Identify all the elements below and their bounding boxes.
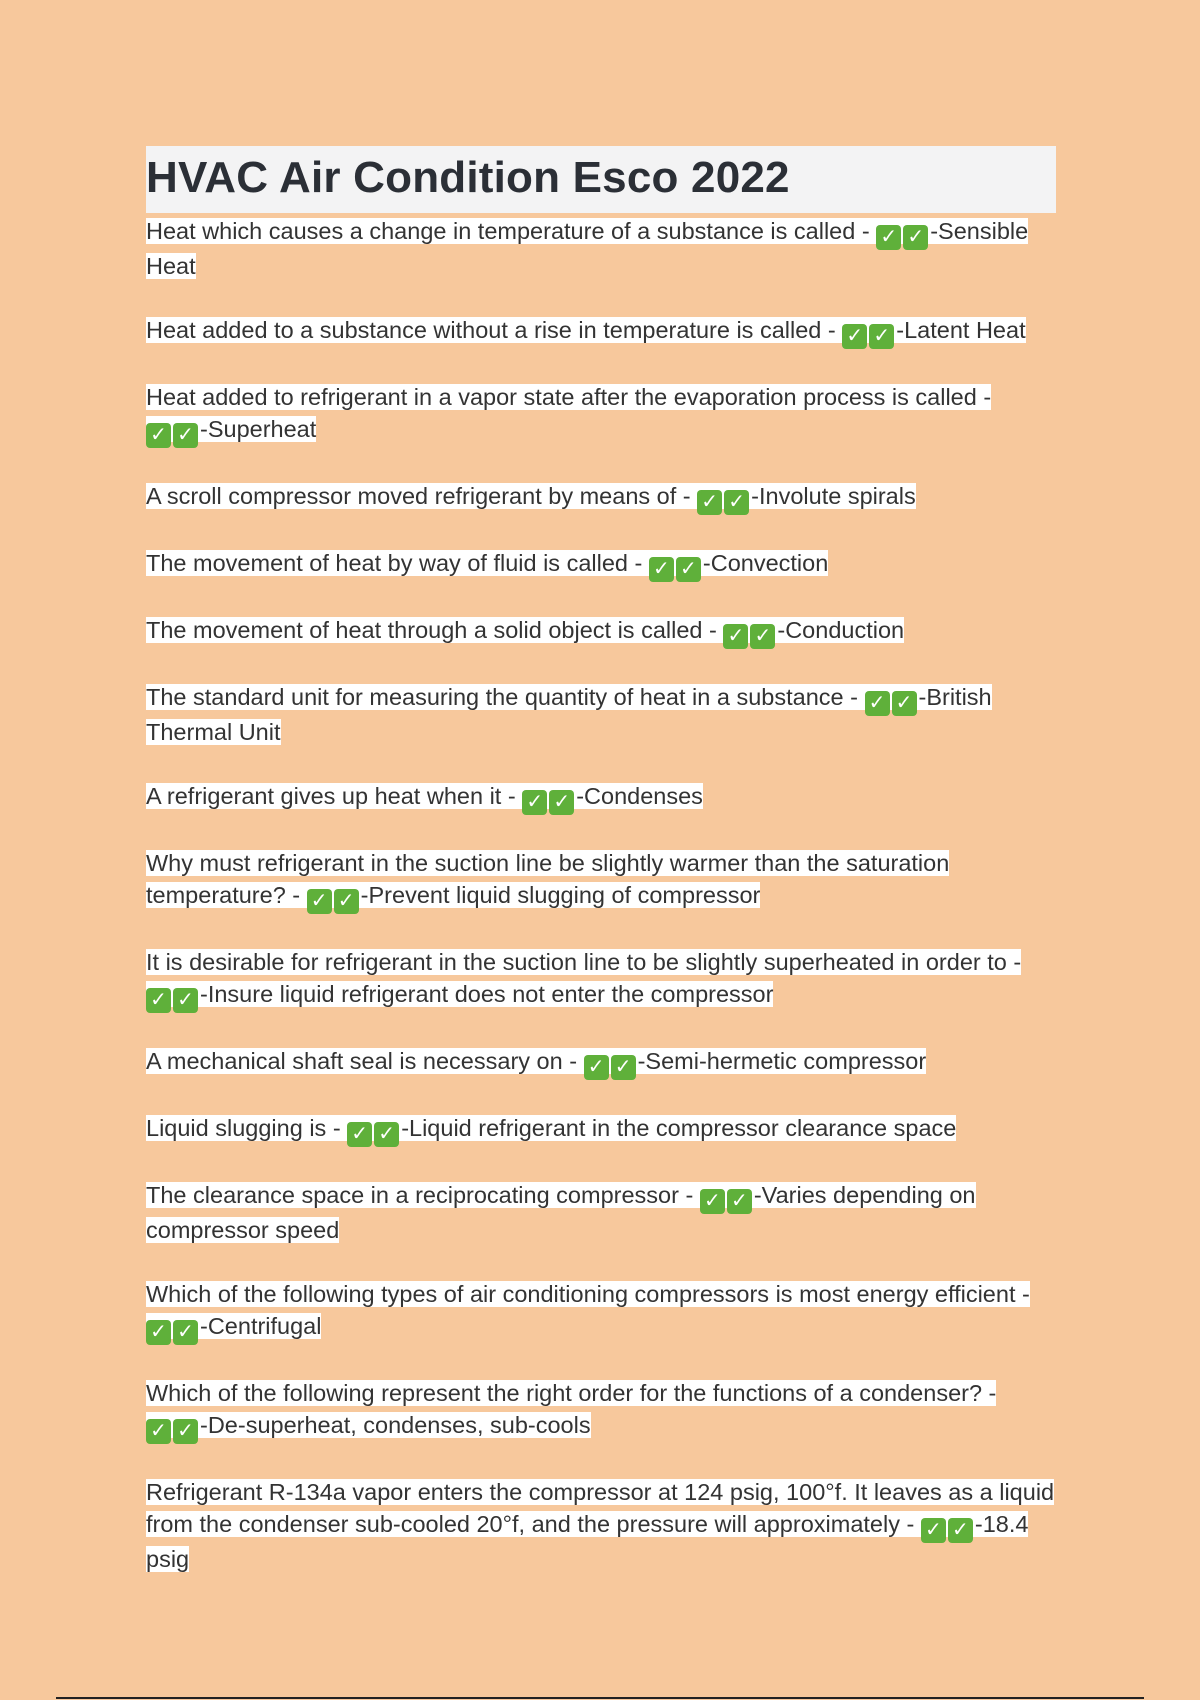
answer-marker [723, 617, 786, 647]
answer-prefix: - [777, 617, 786, 643]
question-text: Heat added to a substance without a rise in temperature is called [146, 317, 822, 343]
check-mark-icon: ✓ [676, 557, 701, 582]
qa-highlight [146, 384, 992, 446]
check-mark-icon: ✓ [724, 490, 749, 515]
question-text: Refrigerant R-134a vapor enters the compressor at 124 psig, 100°f. It leaves as a liquid from the condenser sub-cooled 20°f, and the pressure will approximately [146, 1479, 1055, 1537]
check-mark-icon: ✓ [173, 1419, 198, 1444]
check-mark-icon: ✓ [549, 790, 574, 815]
qa-highlight [146, 850, 950, 912]
check-mark-icon: ✓ [611, 1055, 636, 1080]
answer-text: Liquid refrigerant in the compressor clearance space [409, 1115, 957, 1141]
answer-marker [842, 317, 905, 347]
qa-item [146, 314, 1056, 349]
answer-text: Sensible Heat [146, 218, 1029, 279]
qa-item [146, 1112, 1056, 1147]
answer-prefix: - [637, 1048, 646, 1074]
answer-marker [307, 882, 369, 912]
document-title: HVAC Air Condition Esco 2022 [146, 153, 790, 202]
qa-highlight [146, 483, 916, 513]
check-mark-icon: ✓ [584, 1055, 609, 1080]
answer-text: 18.4 psig [146, 1511, 1029, 1572]
answer-text: De-superheat, condenses, sub-cools [207, 1412, 591, 1438]
check-mark-icon: ✓ [146, 423, 171, 448]
answer-text: Varies depending on compressor speed [146, 1182, 976, 1243]
check-mark-icon: ✓ [842, 324, 867, 349]
question-separator: - [821, 317, 843, 343]
question-separator: - [1015, 1281, 1030, 1307]
question-text: A scroll compressor moved refrigerant by means of [146, 483, 677, 509]
check-mark-icon: ✓ [649, 557, 674, 582]
answer-text: Centrifugal [207, 1313, 322, 1339]
qa-highlight [146, 317, 1026, 347]
check-mark-icon: ✓ [700, 1189, 725, 1214]
answer-prefix: - [576, 783, 585, 809]
question-separator: - [982, 1380, 997, 1406]
question-text: Which of the following types of air conditioning compressors is most energy efficient [146, 1281, 1016, 1307]
answer-prefix: - [401, 1115, 410, 1141]
answer-prefix: - [918, 684, 927, 710]
qa-highlight [146, 949, 1022, 1011]
qa-item [146, 780, 1056, 815]
answer-prefix: - [896, 317, 905, 343]
answer-prefix: - [930, 218, 939, 244]
answer-text: Conduction [785, 617, 905, 643]
answer-marker [865, 684, 927, 714]
answer-prefix: - [200, 981, 208, 1007]
qa-item [146, 614, 1056, 649]
qa-highlight [146, 1479, 1054, 1572]
check-mark-icon: ✓ [727, 1189, 752, 1214]
answer-marker [146, 1313, 208, 1343]
qa-item [146, 1278, 1056, 1345]
check-mark-icon: ✓ [146, 988, 171, 1013]
qa-item [146, 1045, 1056, 1080]
qa-highlight [146, 783, 703, 813]
qa-highlight [146, 1115, 957, 1145]
check-mark-icon: ✓ [865, 691, 890, 716]
qa-item [146, 847, 1056, 914]
question-text: Heat added to refrigerant in a vapor state after the evaporation process is called [146, 384, 977, 410]
answer-marker [522, 783, 585, 813]
question-separator: - [1006, 949, 1022, 975]
question-separator: - [855, 218, 877, 244]
qa-item [146, 1476, 1056, 1575]
question-text: Heat which causes a change in temperature of a substance is called [146, 218, 856, 244]
question-text: The movement of heat by way of fluid is called [146, 550, 628, 576]
answer-prefix: - [974, 1511, 983, 1537]
answer-text: Semi-hermetic compressor [645, 1048, 927, 1074]
answer-text: British Thermal Unit [146, 684, 992, 745]
check-mark-icon: ✓ [173, 988, 198, 1013]
check-mark-icon: ✓ [697, 490, 722, 515]
qa-highlight [146, 684, 992, 745]
answer-text: Convection [710, 550, 829, 576]
question-separator: - [501, 783, 523, 809]
question-text: Which of the following represent the right order for the functions of a condenser? [146, 1380, 983, 1406]
bottom-divider [56, 1697, 1144, 1699]
answer-marker [347, 1115, 410, 1145]
qa-highlight [146, 617, 905, 647]
check-mark-icon: ✓ [892, 691, 917, 716]
answer-prefix: - [200, 1313, 208, 1339]
question-separator: - [843, 684, 865, 710]
qa-highlight [146, 550, 829, 580]
check-mark-icon: ✓ [948, 1518, 973, 1543]
answer-marker [921, 1511, 983, 1541]
answer-prefix: - [200, 416, 208, 442]
answer-marker [146, 416, 208, 446]
answer-marker [146, 981, 208, 1011]
check-mark-icon: ✓ [723, 624, 748, 649]
check-mark-icon: ✓ [522, 790, 547, 815]
answer-marker [584, 1048, 646, 1078]
question-text: The movement of heat through a solid object is called [146, 617, 703, 643]
answer-prefix: - [702, 550, 711, 576]
check-mark-icon: ✓ [750, 624, 775, 649]
answer-marker [649, 550, 711, 580]
check-mark-icon: ✓ [374, 1122, 399, 1147]
check-mark-icon: ✓ [173, 423, 198, 448]
qa-item [146, 946, 1056, 1013]
qa-item [146, 1377, 1056, 1444]
qa-highlight [146, 1380, 997, 1442]
check-mark-icon: ✓ [921, 1518, 946, 1543]
document-page [146, 146, 1056, 1607]
question-separator: - [326, 1115, 348, 1141]
question-text: A mechanical shaft seal is necessary on [146, 1048, 563, 1074]
question-text: The standard unit for measuring the quantity of heat in a substance [146, 684, 844, 710]
check-mark-icon: ✓ [903, 225, 928, 250]
answer-marker [697, 483, 759, 513]
check-mark-icon: ✓ [876, 225, 901, 250]
answer-marker [700, 1182, 762, 1212]
answer-text: Superheat [207, 416, 317, 442]
check-mark-icon: ✓ [146, 1320, 171, 1345]
check-mark-icon: ✓ [173, 1320, 198, 1345]
answer-prefix: - [753, 1182, 762, 1208]
question-separator: - [285, 882, 307, 908]
question-text: Why must refrigerant in the suction line be slightly warmer than the saturation temperature? [146, 850, 950, 908]
qa-item [146, 480, 1056, 515]
question-separator: - [678, 1182, 700, 1208]
answer-prefix: - [751, 483, 759, 509]
answer-prefix: - [200, 1412, 208, 1438]
question-separator: - [899, 1511, 921, 1537]
title-banner [146, 146, 1056, 213]
question-separator: - [628, 550, 649, 576]
check-mark-icon: ✓ [307, 889, 332, 914]
qa-highlight [146, 1048, 927, 1078]
qa-item [146, 547, 1056, 582]
question-text: A refrigerant gives up heat when it [146, 783, 502, 809]
answer-text: Latent Heat [904, 317, 1026, 343]
check-mark-icon: ✓ [146, 1419, 171, 1444]
answer-prefix: - [360, 882, 369, 908]
question-separator: - [562, 1048, 584, 1074]
answer-text: Prevent liquid slugging of compressor [368, 882, 761, 908]
question-separator: - [976, 384, 992, 410]
qa-item [146, 1179, 1056, 1246]
qa-highlight [146, 218, 1028, 279]
question-text: The clearance space in a reciprocating compressor [146, 1182, 679, 1208]
question-separator: - [702, 617, 724, 643]
question-text: Liquid slugging is [146, 1115, 327, 1141]
qa-item [146, 215, 1056, 282]
answer-marker [876, 218, 939, 248]
check-mark-icon: ✓ [347, 1122, 372, 1147]
answer-text: Involute spirals [758, 483, 916, 509]
check-mark-icon: ✓ [869, 324, 894, 349]
question-separator: - [676, 483, 698, 509]
qa-item [146, 681, 1056, 748]
qa-list [146, 215, 1056, 1575]
qa-highlight [146, 1182, 976, 1243]
check-mark-icon: ✓ [334, 889, 359, 914]
answer-marker [146, 1412, 208, 1442]
question-text: It is desirable for refrigerant in the suction line to be slightly superheated in order to [146, 949, 1007, 975]
answer-text: Insure liquid refrigerant does not enter the compressor [207, 981, 774, 1007]
answer-text: Condenses [584, 783, 703, 809]
qa-item [146, 381, 1056, 448]
qa-highlight [146, 1281, 1030, 1343]
